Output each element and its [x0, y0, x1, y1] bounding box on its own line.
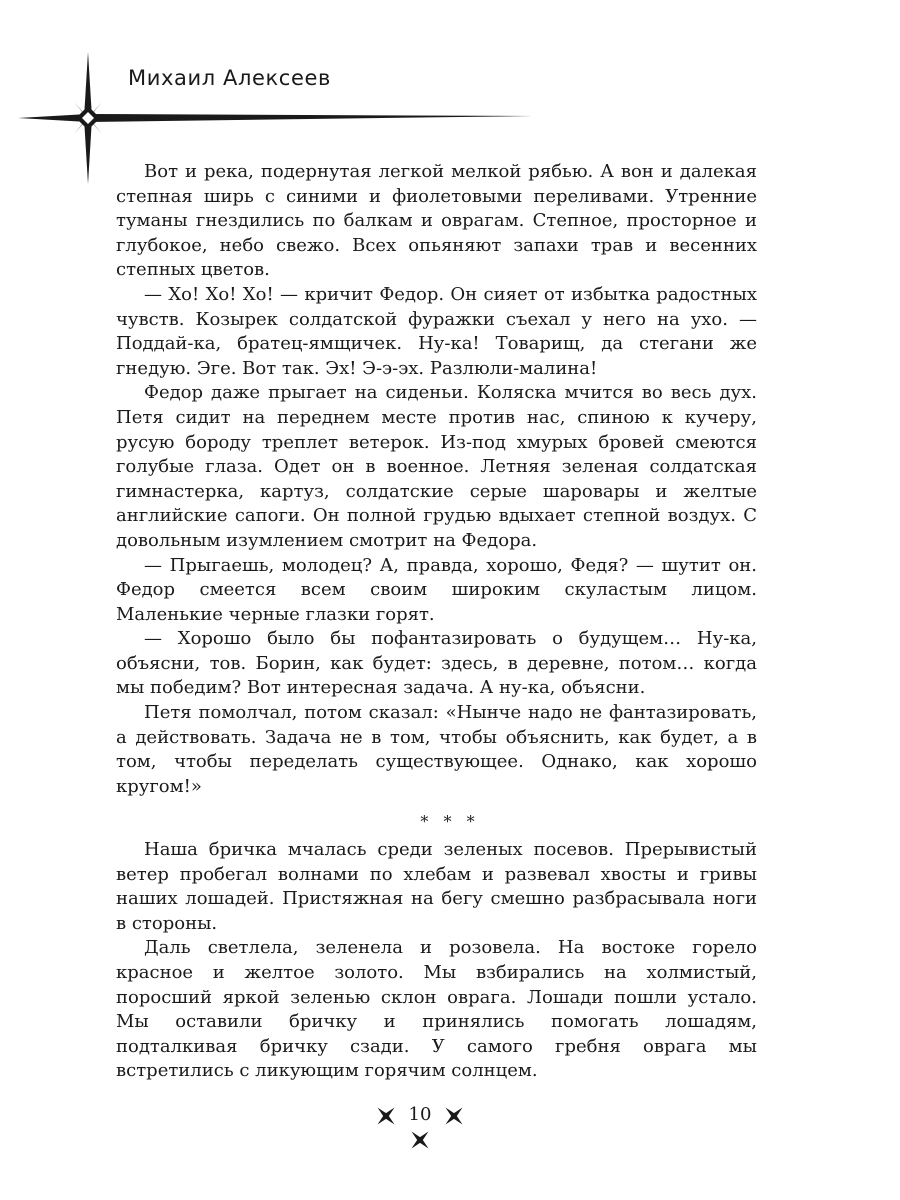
paragraph: Вот и река, подернутая легкой мелкой рябью. А вон и далекая степная ширь с синими и фиолетовыми переливами. Утренние туманы гнездились по балкам и оврагам. Степное, просторное и глубокое, небо свежо. Всех опьяняют запахи трав и весенних степных цветов. — [116, 161, 757, 281]
paragraph: — Хо! Хо! Хо! — кричит Федор. Он сияет от избытка радостных чувств. Козырек солдатской фуражки съехал у него на ухо. — Поддай-ка, братец-ямщичек. Ну-ка! Товарищ, да стегани же гнедую. Эге. Вот так. Эх! Э-э-эх. Разлюли-малина! — [116, 283, 757, 379]
paragraph: — Прыгаешь, молодец? А, правда, хорошо, Федя? — шутит он. Федор смеется всем своим широким скуластым лицом. Маленькие черные глазки горят. — [116, 554, 757, 625]
paragraph: Даль светлела, зеленела и розовела. На востоке горело красное и желтое золото. Мы взбирались на холмистый, поросший яркой зеленью склон оврага. Лошади пошли устало. Мы оставили бричку и принялись помогать лошадям, подталкивая бричку сзади. У самого гребня оврага мы встретились с ликующим горячим солнцем. — [116, 937, 757, 1082]
paragraph: — Хорошо было бы пофантазировать о будущем… Ну-ка, объясни, тов. Борин, как будет: здесь, в деревне, потом… когда мы победим? Вот интересная задача. А ну-ка, объясни. — [116, 628, 757, 699]
paragraph: Наша бричка мчалась среди зеленых посевов. Прерывистый ветер пробегал волнами по хлебам и развевал хвосты и гривы наших лошадей. Пристяжная на бегу смешно разбрасывала ноги в стороны. — [116, 839, 757, 934]
page-number: 10 — [408, 1104, 432, 1125]
paragraph: Петя помолчал, потом сказал: «Нынче надо не фантазировать, а действовать. Задача не в том, чтобы объяснить, как будет, а в том, чтобы переделать существующее. Однако, как хорошо кругом!» — [116, 702, 757, 797]
text-section-2 — [116, 838, 757, 1084]
running-header-author: Михаил Алексеев — [128, 66, 331, 90]
text-section-1 — [116, 160, 757, 799]
paragraph: Федор даже прыгает на сиденьи. Коляска мчится во весь дух. Петя сидит на переднем месте против нас, спиною к кучеру, русую бороду треплет ветерок. Из-под хмурых бровей смеются голубые глаза. Одет он в военное. Летняя зеленая солдатская гимнастерка, картуз, солдатские серые шаровары и желтые английские сапоги. Он полной грудью вдыхает степной воздух. С довольным изумлением смотрит на Федора. — [116, 382, 757, 551]
section-separator: * * * — [420, 812, 480, 831]
